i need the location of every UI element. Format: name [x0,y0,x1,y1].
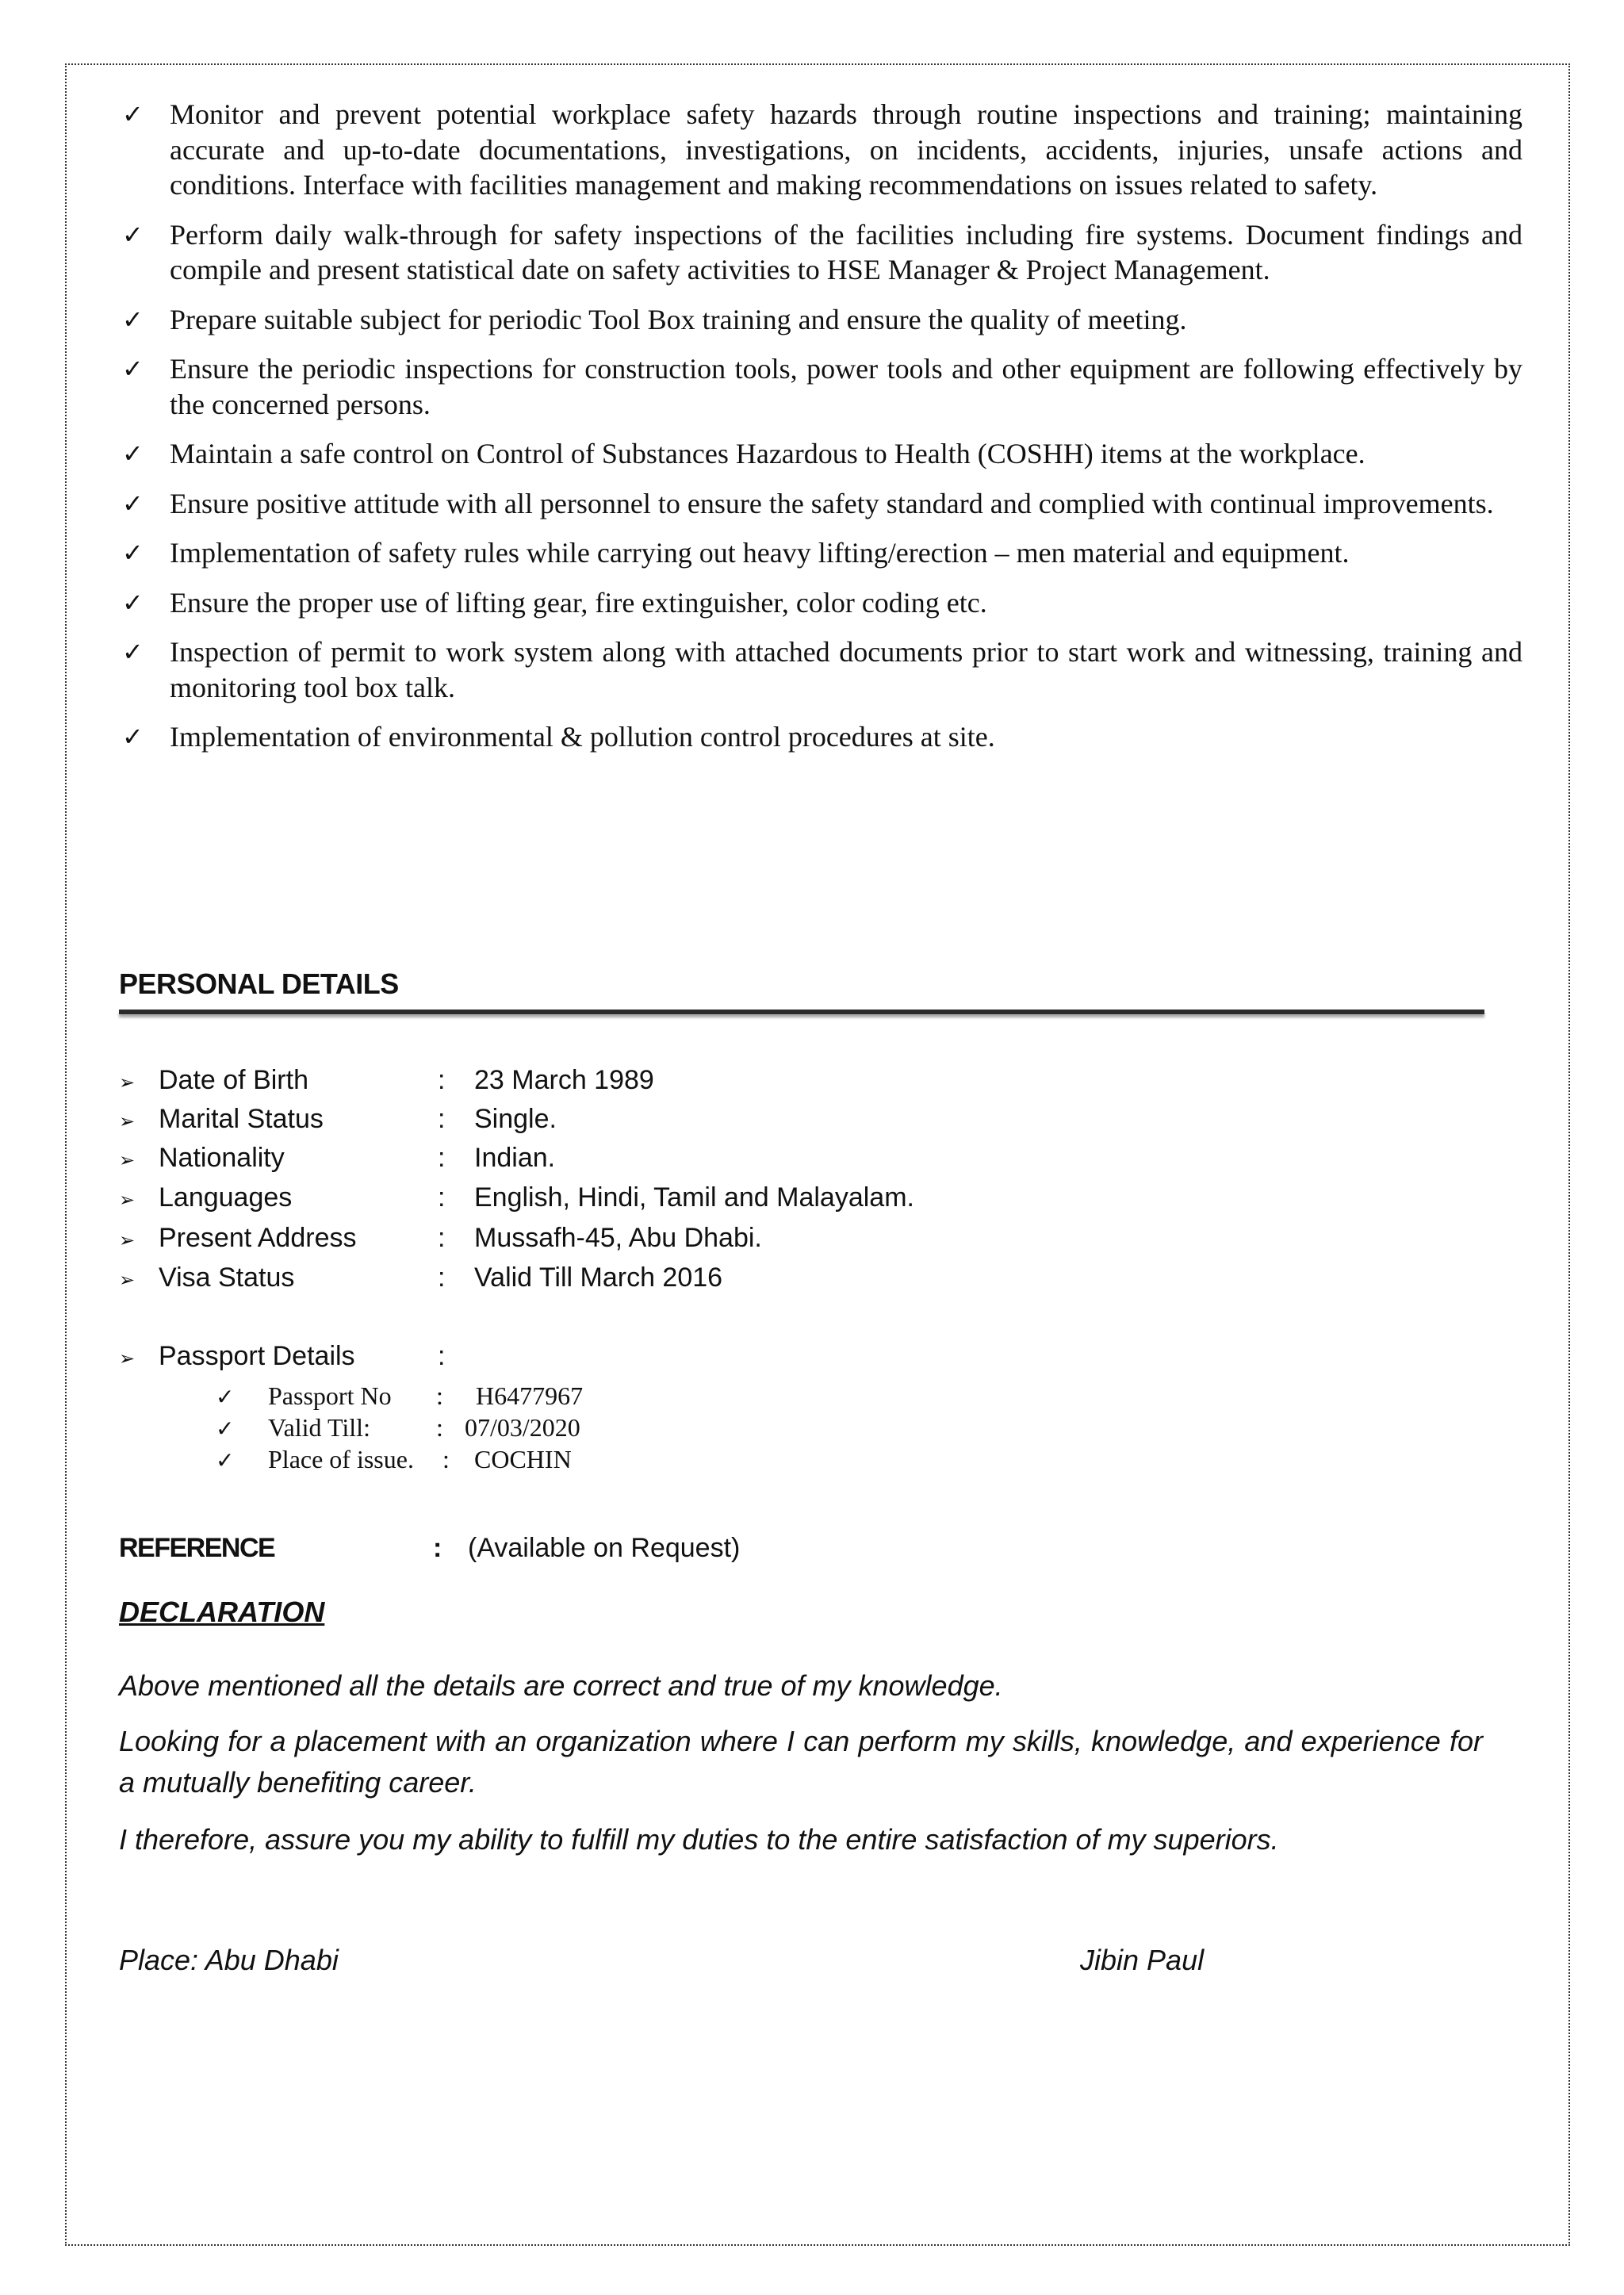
detail-row-passport-details [119,1340,474,1374]
passport-label: Passport No [268,1381,392,1410]
reference-colon: : [433,1533,442,1563]
check-mark-icon: ✓ [122,488,144,519]
responsibility-text: Implementation of safety rules while carrying out heavy lifting/erection – men material and equipment. [170,537,1350,569]
detail-colon: : [438,1065,446,1095]
list-item [119,436,1522,472]
declaration-paragraph: Above mentioned all the details are correct and true of my knowledge. [119,1669,1003,1702]
check-mark-icon: ✓ [122,637,144,667]
detail-value: English, Hindi, Tamil and Malayalam. [474,1182,914,1213]
passport-value: COCHIN [474,1445,572,1473]
detail-label: Nationality [159,1143,285,1173]
responsibility-text: Ensure positive attitude with all personnel to ensure the safety standard and complied with continual improvements. [170,487,1494,519]
detail-label: Present Address [159,1223,357,1253]
detail-colon: : [438,1143,446,1173]
list-item [119,719,1522,755]
detail-colon: : [438,1104,446,1134]
declaration-paragraph: I therefore, assure you my ability to fulfill my duties to the entire satisfaction of my superiors. [119,1823,1279,1856]
arrow-bullet-icon: ➢ [119,1269,136,1291]
responsibilities-list [119,97,1522,769]
place-text: Place: Abu Dhabi [119,1944,339,1976]
list-item [119,535,1522,571]
detail-value: Single. [474,1104,557,1134]
list-item [119,486,1522,522]
check-mark-icon: ✓ [122,219,144,250]
passport-value: 07/03/2020 [465,1413,580,1442]
responsibility-text: Maintain a safe control on Control of Substances Hazardous to Health (COSHH) items at the workplace. [170,438,1365,469]
detail-value: 23 March 1989 [474,1065,654,1095]
responsibility-text: Monitor and prevent potential workplace safety hazards through routine inspections and training; maintaining accurate and up-to-date documentations, investigations, on incidents, accidents, injuries, unsafe actions and conditions. Interface with facilities management and making recommendations on issues related to safety. [170,98,1522,201]
detail-colon: : [438,1262,446,1293]
signatory-name: Jibin Paul [1080,1944,1205,1976]
detail-label: Languages [159,1182,293,1213]
check-mark-icon: ✓ [122,304,144,335]
list-item [119,97,1522,203]
passport-label: Place of issue. [268,1445,414,1473]
responsibility-text: Ensure the periodic inspections for construction tools, power tools and other equipment are following effectively by the concerned persons. [170,353,1522,420]
responsibility-text: Perform daily walk-through for safety inspections of the facilities including fire systems. Document findings and compile and present statistical date on safety activities to HSE Manager & Project Management. [170,218,1522,285]
passport-colon: : [436,1413,443,1442]
check-mark-icon: ✓ [122,439,144,469]
detail-row-marital-status [119,1103,557,1137]
personal-details-heading: PERSONAL DETAILS [119,967,399,1000]
detail-label: Visa Status [159,1262,295,1293]
list-item [119,351,1522,422]
arrow-bullet-icon: ➢ [119,1347,136,1370]
reference-row [119,1532,740,1564]
responsibility-text: Inspection of permit to work system along with attached documents prior to start work and witnessing, training and monitoring tool box talk. [170,636,1522,703]
passport-row-place-of-issue [216,1444,572,1476]
check-mark-icon: ✓ [122,354,144,384]
reference-value: (Available on Request) [468,1533,741,1563]
detail-value: Mussafh-45, Abu Dhabi. [474,1223,762,1253]
passport-value: H6477967 [476,1381,584,1410]
declaration-heading: DECLARATION [119,1596,325,1628]
arrow-bullet-icon: ➢ [119,1071,136,1094]
arrow-bullet-icon: ➢ [119,1149,136,1171]
detail-row-date-of-birth [119,1064,654,1098]
responsibility-text: Implementation of environmental & pollution control procedures at site. [170,721,995,753]
detail-value: Indian. [474,1143,556,1173]
check-mark-icon: ✓ [122,722,144,752]
heading-divider [119,1010,1484,1014]
detail-row-nationality [119,1142,555,1176]
check-mark-icon: ✓ [122,587,144,618]
passport-row-number [216,1381,583,1412]
check-mark-icon: ✓ [122,99,144,129]
detail-colon: : [438,1182,446,1213]
list-item [119,217,1522,288]
arrow-bullet-icon: ➢ [119,1110,136,1132]
responsibility-text: Prepare suitable subject for periodic Tool Box training and ensure the quality of meeting. [170,303,1187,335]
check-mark-icon: ✓ [216,1416,235,1442]
detail-colon: : [438,1341,446,1371]
passport-row-valid-till [216,1412,580,1444]
detail-row-visa-status [119,1262,722,1296]
passport-colon: : [436,1381,443,1410]
detail-colon: : [438,1223,446,1253]
arrow-bullet-icon: ➢ [119,1189,136,1211]
detail-value: Valid Till March 2016 [474,1262,723,1293]
list-item [119,634,1522,705]
detail-row-languages [119,1182,914,1216]
check-mark-icon: ✓ [122,538,144,568]
detail-label: Date of Birth [159,1065,308,1095]
check-mark-icon: ✓ [216,1384,235,1410]
check-mark-icon: ✓ [216,1447,235,1473]
declaration-paragraph: Looking for a placement with an organization where I can perform my skills, knowledge, and experience for a mutually benefiting career. [119,1725,1483,1799]
passport-colon: : [442,1445,450,1473]
reference-label: REFERENCE [119,1533,275,1563]
list-item [119,302,1522,338]
detail-label: Marital Status [159,1104,324,1134]
detail-label: Passport Details [159,1341,355,1371]
passport-label: Valid Till: [268,1413,370,1442]
list-item [119,585,1522,621]
responsibility-text: Ensure the proper use of lifting gear, fire extinguisher, color coding etc. [170,586,987,619]
detail-row-present-address [119,1222,762,1256]
arrow-bullet-icon: ➢ [119,1229,136,1251]
